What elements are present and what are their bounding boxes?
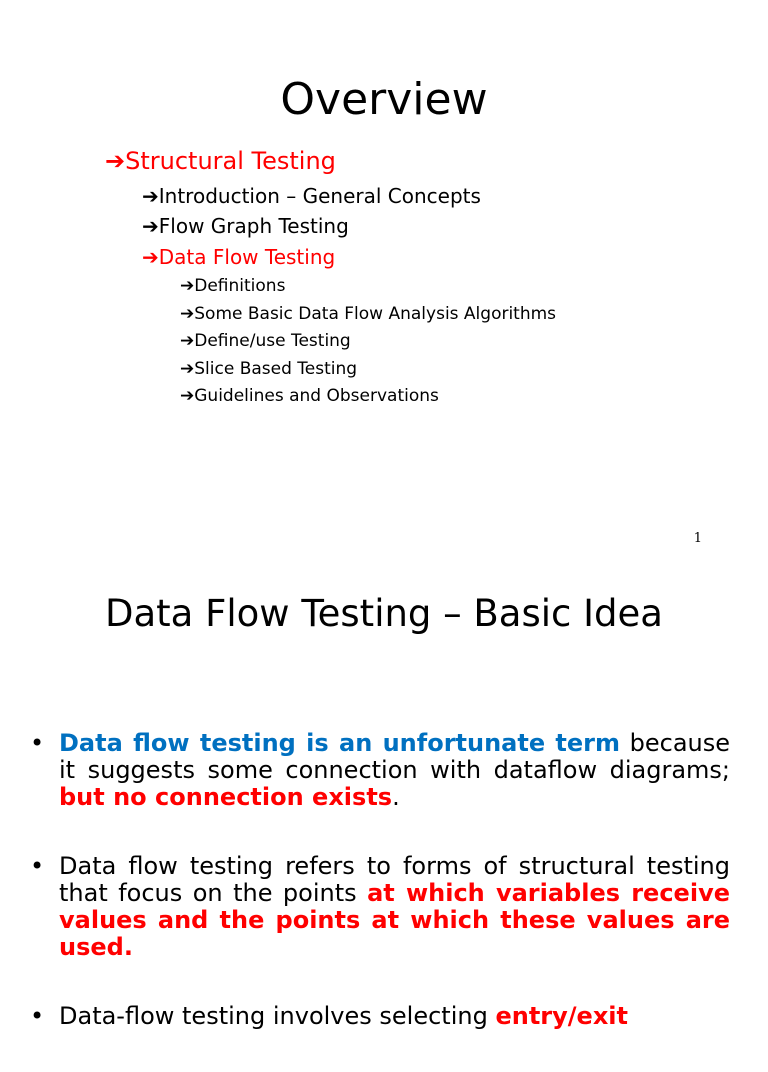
- bullet-item: [30, 1003, 730, 1030]
- arrow-icon: ➔: [105, 147, 126, 175]
- outline-item-label: Introduction – General Concepts: [158, 184, 481, 208]
- slide-title: Overview: [280, 74, 488, 125]
- page-number: 1: [693, 531, 702, 546]
- bullet-emphasis: at which variables receive values and the points at which these values are used.: [59, 879, 730, 961]
- arrow-icon: ➔: [180, 359, 195, 379]
- outline-item-label: Guidelines and Observations: [194, 386, 439, 406]
- outline-item: [142, 214, 349, 238]
- slide-title: Data Flow Testing – Basic Idea: [105, 592, 663, 635]
- outline-item-label: Some Basic Data Flow Analysis Algorithms: [194, 304, 557, 324]
- outline-item: [180, 276, 285, 296]
- bullet-emphasis: but no connection exists: [59, 783, 393, 811]
- bullet-text: Data-flow testing involves selecting: [59, 1002, 496, 1030]
- outline-item-label: Flow Graph Testing: [158, 214, 349, 238]
- outline-item: [142, 245, 335, 269]
- outline-item-label: Definitions: [194, 276, 286, 296]
- bullet-icon: •: [30, 1002, 45, 1030]
- arrow-icon: ➔: [180, 331, 195, 351]
- bullet-icon: •: [30, 729, 45, 757]
- bullet-emphasis: entry/exit: [495, 1002, 628, 1030]
- bullet-list: [30, 730, 730, 1072]
- outline-item: [180, 386, 439, 406]
- bullet-text: .: [392, 783, 400, 811]
- outline-item: [180, 304, 556, 324]
- bullet-text: Data flow testing refers to forms of structural testing that focus on the points: [59, 852, 730, 907]
- bullet-icon: •: [30, 852, 45, 880]
- bullet-text: because it suggests some connection with dataflow diagrams;: [59, 729, 731, 784]
- outline-item-label: Define/use Testing: [194, 331, 351, 351]
- slide-basic-idea: [0, 560, 768, 1030]
- arrow-icon: ➔: [180, 304, 195, 324]
- arrow-icon: ➔: [142, 245, 159, 269]
- arrow-icon: ➔: [142, 184, 159, 208]
- outline-item: [180, 331, 351, 351]
- outline-item: [180, 359, 357, 379]
- outline-item-label: Structural Testing: [125, 147, 336, 175]
- arrow-icon: ➔: [142, 214, 159, 238]
- outline-item-label: Data Flow Testing: [158, 245, 336, 269]
- outline-item-label: Slice Based Testing: [194, 359, 358, 379]
- bullet-item: [30, 853, 730, 961]
- arrow-icon: ➔: [180, 386, 195, 406]
- outline-item: [142, 184, 481, 208]
- bullet-emphasis: Data flow testing is an unfortunate term: [59, 729, 621, 757]
- outline-item: [105, 147, 336, 175]
- bullet-item: [30, 730, 730, 811]
- arrow-icon: ➔: [180, 276, 195, 296]
